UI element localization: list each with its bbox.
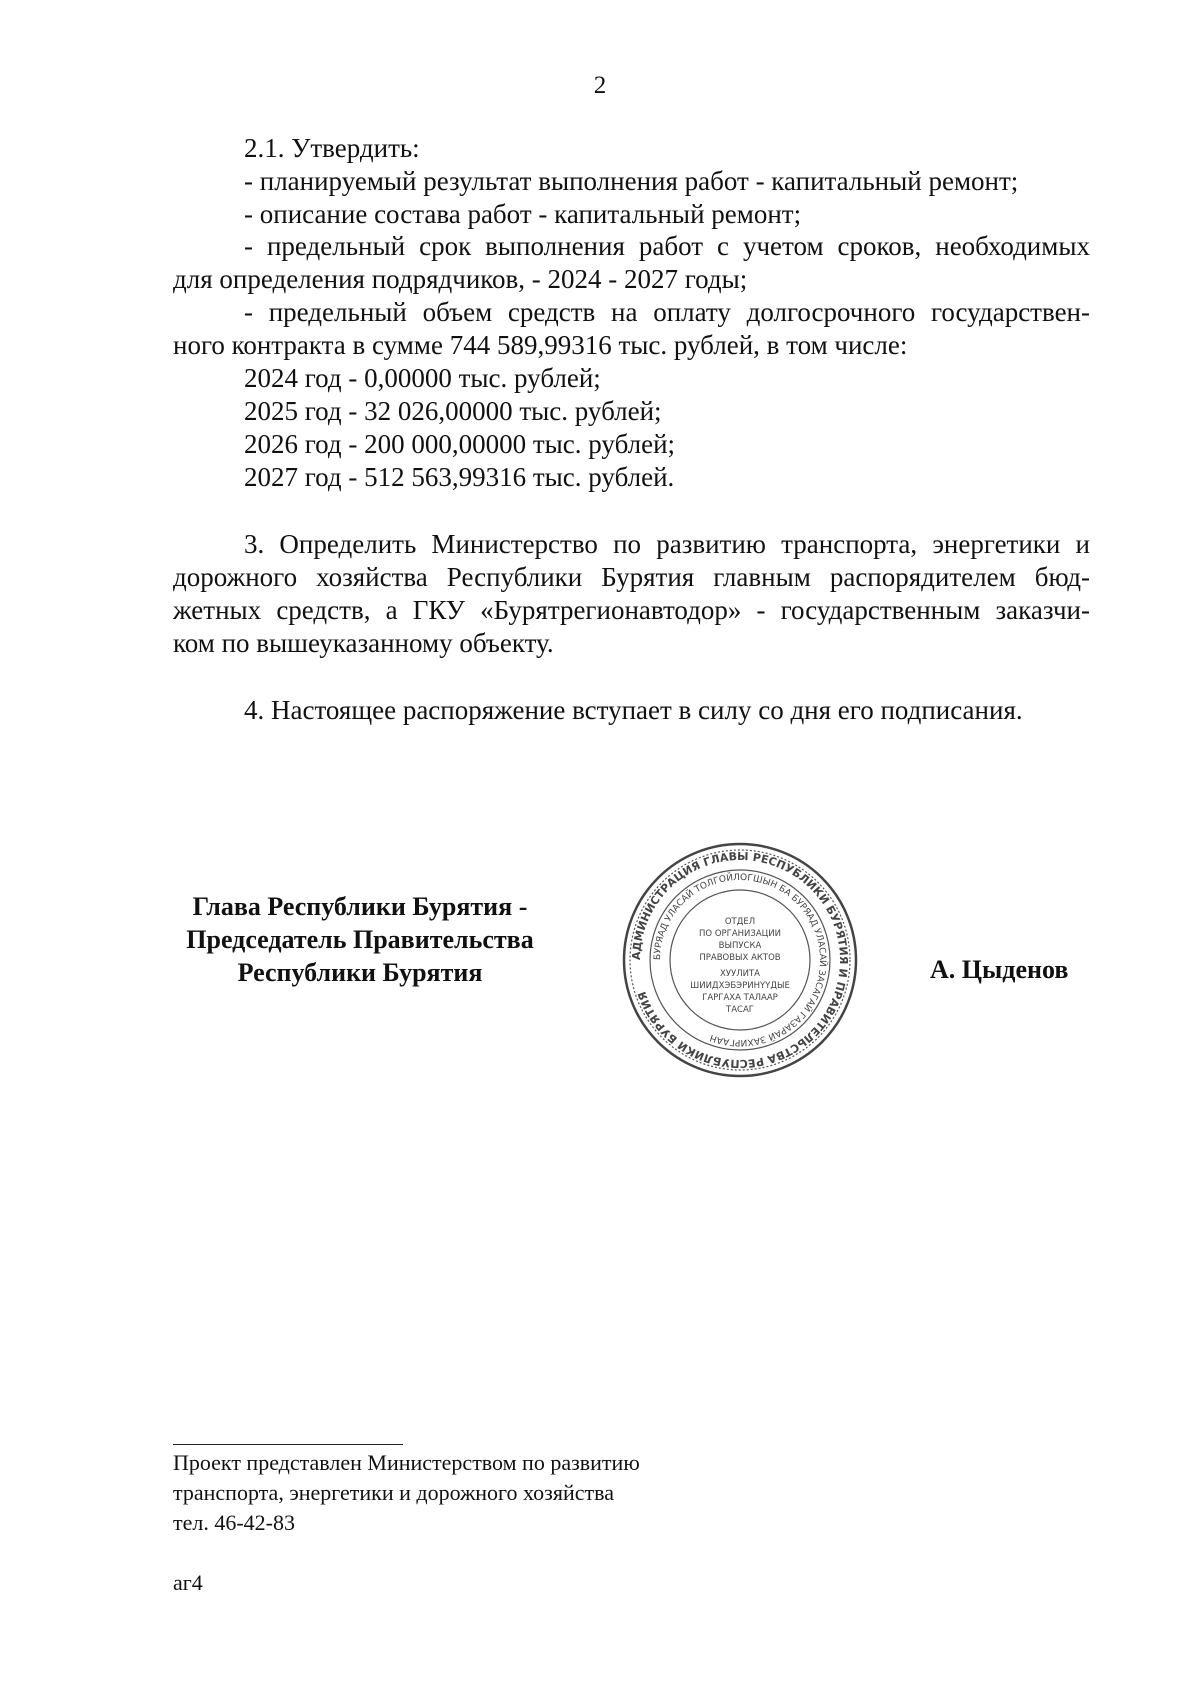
year-2024-line: 2024 год - 0,00000 тыс. рублей;	[244, 363, 601, 393]
para-2-1-line4b: ного контракта в сумме 744 589,99316 тыс. рублей, в том числе:	[173, 330, 908, 360]
signatory-title-line2: Председатель Правительства	[186, 925, 534, 954]
document-code: аг4	[173, 1570, 203, 1595]
seal-center-line: ГАРГАХА ТАЛААР	[702, 993, 778, 1003]
para-2-1-line3a: - предельный срок выполнения работ с учетом сроков, необходимых	[244, 231, 1090, 261]
signatory-title-line3: Республики Бурятия	[237, 958, 483, 987]
signatory-name: А. Цыденов	[930, 955, 1069, 984]
para-3-line4: ком по вышеуказанному объекту.	[173, 628, 554, 658]
page-number: 2	[593, 72, 607, 99]
seal-outer-text: АДМИНИСТРАЦИЯ ГЛАВЫ РЕСПУБЛИКИ БУРЯТИЯ И ПРАВИТЕЛЬСТВА РЕСПУБЛИКИ БУРЯТИЯ	[629, 849, 851, 1071]
seal-inner-text: БУРЯАД УЛАСАЙ ТОЛГОЙЛОГШЫН БА БУРЯАД УЛАСАЙ ЗАСАГАЙ ГАЗАРАЙ ЗАХИРГААН	[652, 872, 828, 1048]
footnote-line3: тел. 46-42-83	[173, 1510, 296, 1535]
para-3-line2: дорожного хозяйства Республики Бурятия главным распорядителем бюд-	[173, 562, 1090, 592]
para-2-1-line3b: для определения подрядчиков, - 2024 - 2027 годы;	[173, 264, 748, 294]
para-3-line3: жетных средств, а ГКУ «Бурятрегионавтодор» - государственным заказчи-	[173, 595, 1090, 625]
footnote-line1: Проект представлен Министерством по развитию	[173, 1450, 640, 1475]
footnote-divider	[173, 1444, 403, 1445]
official-seal	[620, 840, 860, 1080]
para-2-1-heading: 2.1. Утвердить:	[244, 133, 420, 163]
year-2027-line: 2027 год - 512 563,99316 тыс. рублей.	[244, 462, 675, 492]
para-2-1-line1: - планируемый результат выполнения работ - капитальный ремонт;	[244, 166, 1019, 196]
seal-center-line: ХУУЛИТА	[720, 969, 760, 979]
seal-center-line: ШИИДХЭБЭРИНҮҮДЫЕ	[690, 981, 790, 991]
seal-center-line: ОТДЕЛ	[724, 917, 756, 927]
para-2-1-line4a: - предельный объем средств на оплату долгосрочного государствен-	[244, 297, 1090, 327]
para-2-1-line2: - описание состава работ - капитальный ремонт;	[244, 199, 802, 229]
footnote-line2: транспорта, энергетики и дорожного хозяйства	[173, 1480, 614, 1505]
para-3-line1: 3. Определить Министерство по развитию транспорта, энергетики и	[244, 529, 1090, 559]
year-2026-line: 2026 год - 200 000,00000 тыс. рублей;	[244, 429, 676, 459]
seal-center-line: ПРАВОВЫХ АКТОВ	[699, 953, 781, 963]
para-4: 4. Настоящее распоряжение вступает в силу со дня его подписания.	[244, 695, 1023, 725]
seal-center-line: ВЫПУСКА	[718, 941, 762, 951]
seal-center-line: ТАСАГ	[726, 1005, 754, 1015]
seal-center-line: ПО ОРГАНИЗАЦИИ	[699, 929, 781, 939]
signatory-title-line1: Глава Республики Бурятия -	[192, 892, 528, 921]
year-2025-line: 2025 год - 32 026,00000 тыс. рублей;	[244, 396, 662, 426]
